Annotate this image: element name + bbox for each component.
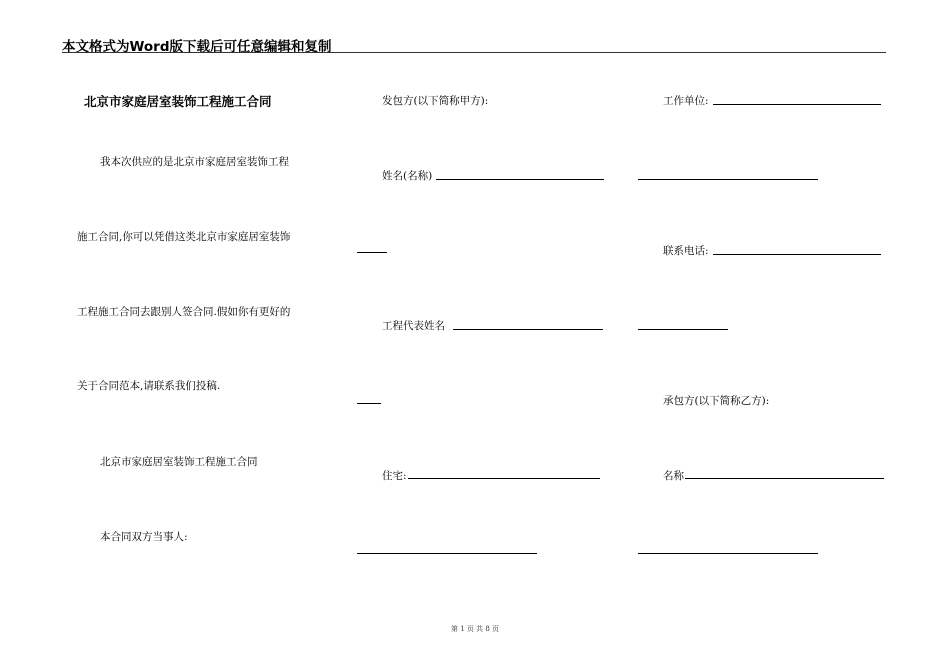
header-divider <box>62 52 886 53</box>
party-a-phone-blank-continued <box>638 329 728 330</box>
party-a-rep-label: 工程代表姓名 <box>382 320 445 332</box>
party-a-employer-blank <box>713 104 881 105</box>
party-a-employer-blank-continued <box>638 179 818 180</box>
party-a-address-label: 住宅: <box>382 470 407 482</box>
party-a-address-blank <box>408 478 600 479</box>
party-a-name-label: 姓名(名称) <box>382 170 433 182</box>
contract-heading: 北京市家庭居室装饰工程施工合同 <box>100 456 258 468</box>
party-a-name-blank-continued <box>357 252 387 253</box>
party-a-label: 发包方(以下简称甲方): <box>382 95 489 107</box>
page-number-footer: 第 1 页 共 8 页 <box>450 625 500 633</box>
document-header-title: 本文格式为Word版下载后可任意编辑和复制 <box>62 39 332 55</box>
party-b-name-blank <box>685 478 884 479</box>
party-a-rep-blank <box>453 329 603 330</box>
intro-paragraph-line-4: 关于合同范本,请联系我们投稿. <box>77 380 221 392</box>
parties-label: 本合同双方当事人: <box>100 531 188 543</box>
party-a-phone-label: 联系电话: <box>663 245 709 257</box>
intro-paragraph-line-1: 我本次供应的是北京市家庭居室装饰工程 <box>100 156 289 168</box>
party-b-name-label: 名称 <box>663 470 684 482</box>
party-a-address-blank-continued <box>357 553 537 554</box>
intro-paragraph-line-3: 工程施工合同去跟别人签合同.假如你有更好的 <box>77 306 291 318</box>
intro-paragraph-line-2: 施工合同,你可以凭借这类北京市家庭居室装饰 <box>77 231 291 243</box>
document-title: 北京市家庭居室装饰工程施工合同 <box>84 94 272 109</box>
party-a-employer-label: 工作单位: <box>663 95 709 107</box>
party-a-name-blank <box>436 179 604 180</box>
party-b-label: 承包方(以下简称乙方): <box>663 395 770 407</box>
party-b-name-blank-continued <box>638 553 818 554</box>
party-a-rep-blank-continued <box>357 403 381 404</box>
party-a-phone-blank <box>713 254 881 255</box>
